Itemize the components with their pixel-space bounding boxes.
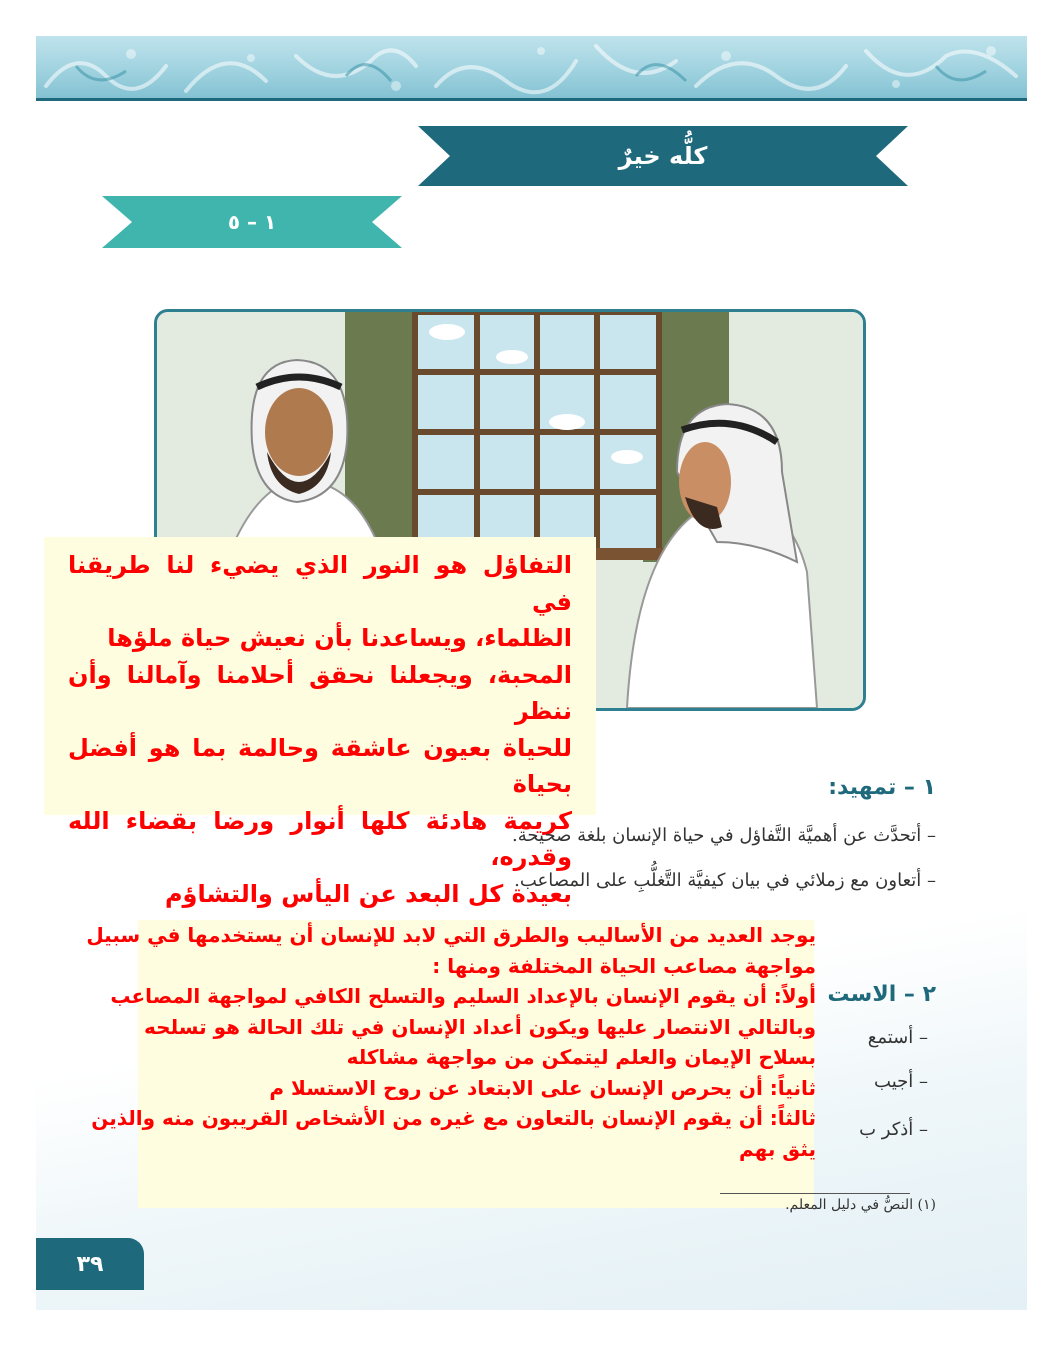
- note-line: بعيدة كل البعد عن اليأس والتشاؤم: [164, 879, 572, 908]
- header-divider: [36, 98, 1027, 101]
- section-item: – أجيب: [874, 1071, 928, 1092]
- lesson-number: ١ – ٥: [227, 210, 277, 234]
- section-item: – أذكر ب: [859, 1119, 928, 1140]
- header-banner: [36, 36, 1027, 100]
- section-item: – أتعاون مع زملائي في بيان كيفيَّة التَّغلُّبِ على المصاعب.: [514, 870, 936, 891]
- footnote-divider: [720, 1193, 910, 1194]
- note-line: ثانياً: أن يحرص الإنسان على الابتعاد عن روح الاستسلا م: [269, 1075, 816, 1100]
- section-item: – أستمع: [867, 1027, 928, 1048]
- note-line: كريمة هادئة كلها أنوار ورضا بقضاء الله وقدره،: [68, 806, 572, 871]
- calligraphy-pattern-icon: [36, 36, 1027, 100]
- note-line: بسلاح الإيمان والعلم ليتمكن من مواجهة مشاكله: [346, 1045, 816, 1069]
- section-item: – أتحدَّث عن أهميَّة التَّفاؤل في حياة الإنسان بلغة صحيحة.: [512, 825, 936, 846]
- page-number: ٣٩: [76, 1251, 104, 1277]
- note-line: التفاؤل هو النور الذي يضيء لنا طريقنا في: [68, 551, 572, 616]
- note-line: ثالثاً: أن يقوم الإنسان بالتعاون مع غيره من الأشخاص القريبون منه والذين: [91, 1106, 816, 1130]
- note-line: يوجد العديد من الأساليب والطرق التي لابد للإنسان أن يستخدمها في سبيل: [86, 923, 816, 947]
- note-line: يثق بهم: [738, 1136, 816, 1161]
- section-heading-listening: ٢ – الاست: [827, 982, 936, 1007]
- note-line: مواجهة مصاعب الحياة المختلفة ومنها :: [432, 953, 816, 978]
- lesson-title: كلُّه خيرٌ: [618, 142, 708, 170]
- note-line: الظلماء، ويساعدنا بأن نعيش حياة ملؤها: [107, 624, 572, 652]
- note-line: أولاً: أن يقوم الإنسان بالإعداد السليم والتسلح الكافي لمواجهة المصاعب: [110, 984, 816, 1008]
- footnote: (١) النصُّ في دليل المعلم.: [785, 1197, 936, 1213]
- section-heading-introduction: ١ – تمهيد:: [828, 775, 936, 800]
- note-box-optimism: [44, 537, 596, 908]
- note-line: المحبة، ويجعلنا نحقق أحلامنا وآمالنا وأن ننظر: [68, 660, 572, 725]
- note-line: للحياة بعيون عاشقة وحالمة بما هو أفضل بحياة: [68, 733, 572, 798]
- note-line: وبالتالي الانتصار عليها ويكون أعداد الإنسان في تلك الحالة هو تسلحه: [144, 1014, 816, 1039]
- note-box-methods-text: [60, 920, 816, 1164]
